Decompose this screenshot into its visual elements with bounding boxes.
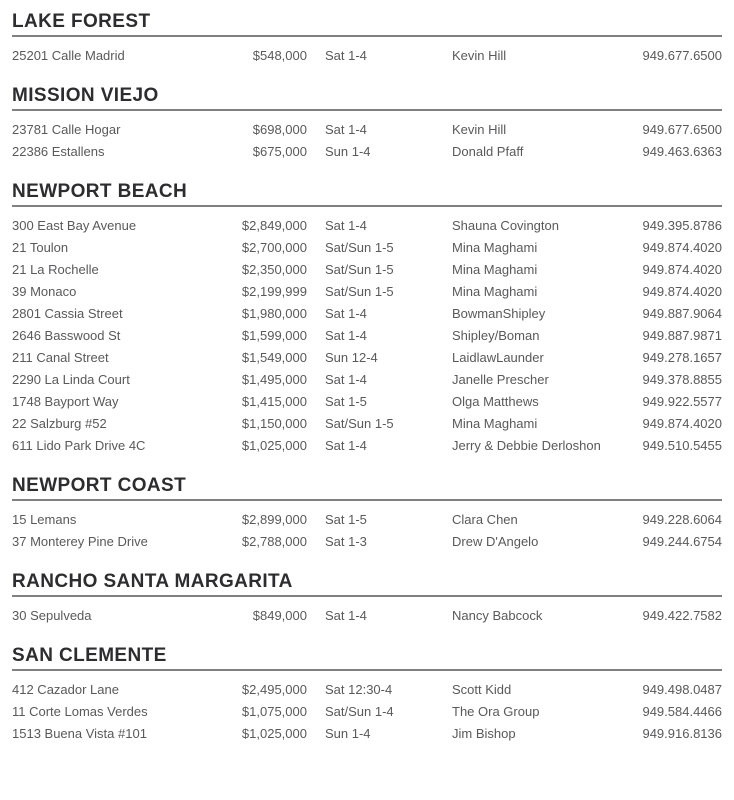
listing-open-time: Sat 1-4 [325,371,367,387]
listing-phone: 949.584.4466 [642,703,722,719]
listing-agent: Jerry & Debbie Derloshon [452,437,601,453]
listing-agent: The Ora Group [452,703,540,719]
listing-price: $2,700,000 [241,239,307,255]
listing-row [12,368,722,390]
listing-price: $1,075,000 [241,703,307,719]
listing-row [12,118,722,140]
listing-price: $2,199,999 [241,283,307,299]
city-section [12,12,722,66]
listing-address: 39 Monaco [12,283,77,299]
section-rule [12,499,722,501]
listing-price: $2,788,000 [241,533,307,549]
listing-price: $675,000 [252,143,307,159]
listing-agent: Nancy Babcock [452,607,543,623]
listing-address: 15 Lemans [12,511,77,527]
listing-address: 21 Toulon [12,239,69,255]
listing-address: 1748 Bayport Way [12,393,119,409]
listing-price: $2,350,000 [241,261,307,277]
listing-price: $2,495,000 [241,681,307,697]
listing-price: $1,415,000 [241,393,307,409]
listing-agent: Scott Kidd [452,681,512,697]
city-section [12,86,722,162]
listing-phone: 949.244.6754 [642,533,722,549]
listing-agent: LaidlawLaunder [452,349,544,365]
listing-open-time: Sat 1-4 [325,305,367,321]
city-section [12,572,722,626]
listing-phone: 949.677.6500 [642,121,722,137]
listing-open-time: Sat/Sun 1-5 [325,415,394,431]
city-section-title: NEWPORT BEACH [12,181,188,202]
listing-address: 611 Lido Park Drive 4C [12,437,146,453]
listing-row [12,412,722,434]
listing-row [12,236,722,258]
listing-open-time: Sat/Sun 1-4 [325,703,394,719]
listing-row [12,214,722,236]
listing-open-time: Sun 1-4 [325,143,371,159]
listing-address: 412 Cazador Lane [12,681,119,697]
listing-row [12,140,722,162]
listing-row [12,390,722,412]
listing-address: 2646 Basswood St [12,327,121,343]
section-rule [12,109,722,111]
listing-phone: 949.874.4020 [642,239,722,255]
listing-phone: 949.916.8136 [642,725,722,741]
listing-open-time: Sat 1-4 [325,121,367,137]
listing-rows [12,508,722,552]
listing-price: $1,025,000 [241,725,307,741]
listing-row [12,700,722,722]
listing-row [12,508,722,530]
listing-row [12,604,722,626]
listing-address: 300 East Bay Avenue [12,217,137,233]
listing-phone: 949.463.6363 [642,143,722,159]
listing-price: $698,000 [252,121,307,137]
listing-open-time: Sun 1-4 [325,725,371,741]
listing-price: $849,000 [252,607,307,623]
listing-row [12,678,722,700]
listing-row [12,530,722,552]
listing-open-time: Sat 1-4 [325,327,367,343]
listing-row [12,346,722,368]
listing-agent: Shipley/Boman [452,327,540,343]
listing-agent: Clara Chen [452,511,518,527]
listing-phone: 949.510.5455 [642,437,722,453]
listing-agent: Mina Maghami [452,239,538,255]
listing-phone: 949.874.4020 [642,261,722,277]
listing-agent: Kevin Hill [452,47,507,63]
listing-open-time: Sat 1-4 [325,47,367,63]
listing-agent: Mina Maghami [452,283,538,299]
listing-price: $548,000 [252,47,307,63]
listing-rows [12,214,722,456]
listing-address: 21 La Rochelle [12,261,99,277]
section-rule [12,35,722,37]
listing-open-time: Sat/Sun 1-5 [325,283,394,299]
city-section-title: SAN CLEMENTE [12,645,167,666]
listing-phone: 949.395.8786 [642,217,722,233]
listing-price: $2,899,000 [241,511,307,527]
city-section [12,182,722,456]
listing-row [12,280,722,302]
city-section-title: LAKE FOREST [12,11,151,32]
listing-row [12,302,722,324]
listing-address: 2290 La Linda Court [12,371,130,387]
listing-agent: Mina Maghami [452,415,538,431]
listing-address: 37 Monterey Pine Drive [12,533,148,549]
listing-price: $1,549,000 [241,349,307,365]
listing-price: $1,599,000 [241,327,307,343]
listing-phone: 949.677.6500 [642,47,722,63]
listing-row [12,434,722,456]
listing-row [12,258,722,280]
listing-phone: 949.278.1657 [642,349,722,365]
listing-open-time: Sat 1-3 [325,533,367,549]
listing-rows [12,678,722,744]
listing-address: 2801 Cassia Street [12,305,123,321]
listing-rows [12,118,722,162]
listing-address: 23781 Calle Hogar [12,121,121,137]
listing-agent: Drew D'Angelo [452,533,539,549]
listing-phone: 949.887.9871 [642,327,722,343]
listing-agent: Janelle Prescher [452,371,549,387]
listing-address: 11 Corte Lomas Verdes [12,703,148,719]
city-section-title: NEWPORT COAST [12,475,187,496]
listing-open-time: Sat 1-4 [325,217,367,233]
listing-rows [12,44,722,66]
listing-open-time: Sat 1-4 [325,607,367,623]
listing-phone: 949.378.8855 [642,371,722,387]
listing-row [12,722,722,744]
listing-agent: Mina Maghami [452,261,538,277]
listing-row [12,44,722,66]
listing-address: 22386 Estallens [12,143,105,159]
listing-agent: Olga Matthews [452,393,539,409]
section-rule [12,595,722,597]
listing-open-time: Sun 12-4 [325,349,378,365]
section-rule [12,205,722,207]
city-section [12,646,722,744]
listing-row [12,324,722,346]
listing-open-time: Sat/Sun 1-5 [325,261,394,277]
city-section [12,476,722,552]
listing-phone: 949.228.6064 [642,511,722,527]
listing-agent: BowmanShipley [452,305,546,321]
listing-agent: Shauna Covington [452,217,559,233]
section-rule [12,669,722,671]
listing-agent: Jim Bishop [452,725,516,741]
listing-phone: 949.922.5577 [642,393,722,409]
listing-address: 25201 Calle Madrid [12,47,125,63]
listing-open-time: Sat 1-4 [325,437,367,453]
city-section-title: MISSION VIEJO [12,85,159,106]
listing-phone: 949.498.0487 [642,681,722,697]
listing-address: 22 Salzburg #52 [12,415,107,431]
listing-phone: 949.874.4020 [642,283,722,299]
listing-address: 1513 Buena Vista #101 [12,725,147,741]
listing-open-time: Sat 12:30-4 [325,681,393,697]
listing-open-time: Sat 1-5 [325,393,367,409]
listing-open-time: Sat 1-5 [325,511,367,527]
listing-price: $1,150,000 [241,415,307,431]
listing-phone: 949.874.4020 [642,415,722,431]
listing-address: 211 Canal Street [12,349,109,365]
listing-phone: 949.887.9064 [642,305,722,321]
listing-open-time: Sat/Sun 1-5 [325,239,394,255]
listing-rows [12,604,722,626]
listing-price: $1,980,000 [241,305,307,321]
listing-agent: Donald Pfaff [452,143,524,159]
city-section-title: RANCHO SANTA MARGARITA [12,571,293,592]
listing-phone: 949.422.7582 [642,607,722,623]
listing-agent: Kevin Hill [452,121,507,137]
listing-address: 30 Sepulveda [12,607,92,623]
listing-price: $2,849,000 [241,217,307,233]
listing-price: $1,495,000 [241,371,307,387]
listing-price: $1,025,000 [241,437,307,453]
